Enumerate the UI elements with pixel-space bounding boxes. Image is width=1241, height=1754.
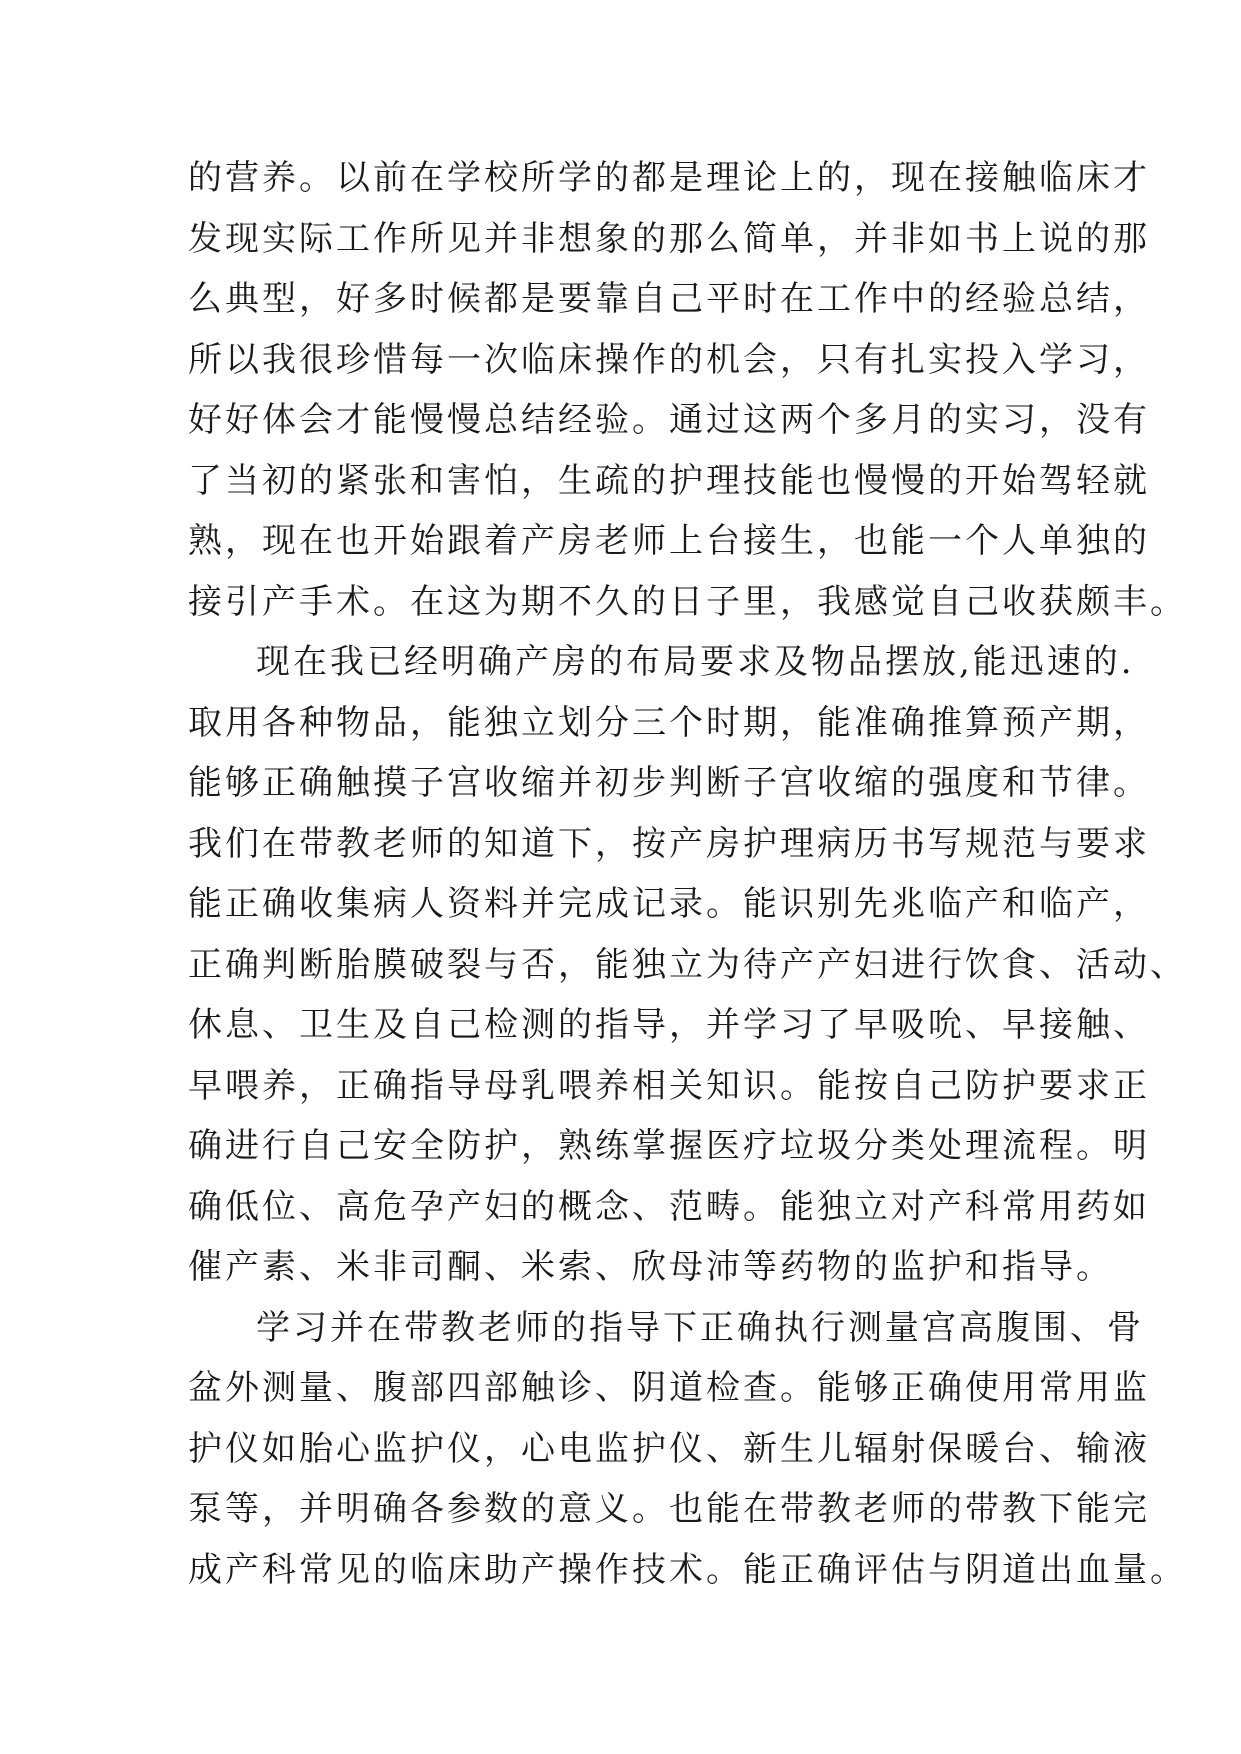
text-line: 发现实际工作所见并非想象的那么简单，并非如书上说的那 — [188, 218, 1150, 259]
text-line: 催产素、米非司酮、米索、欣母沛等药物的监护和指导。 — [188, 1247, 1113, 1287]
text-line: 成产科常见的临床助产操作技术。能正确评估与阴道出血量。 — [188, 1549, 1187, 1590]
text-line: 早喂养，正确指导母乳喂养相关知识。能按自己防护要求正 — [188, 1065, 1150, 1106]
text-line: 我们在带教老师的知道下，按产房护理病历书写规范与要求 — [188, 823, 1150, 864]
paragraph-start-line: 学习并在带教老师的指导下正确执行测量宫高腹围、骨 — [256, 1307, 1144, 1348]
text-line: 取用各种物品，能独立划分三个时期，能准确推算预产期， — [188, 702, 1150, 743]
paragraph-start-line: 现在我已经明确产房的布局要求及物品摆放,能迅速的. — [256, 642, 1135, 682]
text-line: 正确判断胎膜破裂与否，能独立为待产产妇进行饮食、活动、 — [188, 944, 1187, 985]
text-line: 护仪如胎心监护仪，心电监护仪、新生儿辐射保暖台、输液 — [188, 1428, 1150, 1469]
text-line: 了当初的紧张和害怕，生疏的护理技能也慢慢的开始驾轻就 — [188, 460, 1150, 501]
text-line: 确低位、高危孕产妇的概念、范畴。能独立对产科常用药如 — [188, 1186, 1150, 1227]
text-line: 确进行自己安全防护，熟练掌握医疗垃圾分类处理流程。明 — [188, 1126, 1150, 1166]
text-line: 能正确收集病人资料并完成记录。能识别先兆临产和临产， — [188, 884, 1150, 924]
text-line: 所以我很珍惜每一次临床操作的机会，只有扎实投入学习， — [188, 339, 1150, 380]
text-line: 泵等，并明确各参数的意义。也能在带教老师的带教下能完 — [188, 1489, 1150, 1529]
text-line: 么典型，好多时候都是要靠自己平时在工作中的经验总结， — [188, 279, 1150, 319]
document-body — [188, 148, 1187, 1600]
text-line: 休息、卫生及自己检测的指导，并学习了早吸吮、早接触、 — [188, 1005, 1150, 1045]
text-line: 好好体会才能慢慢总结经验。通过这两个多月的实习，没有 — [188, 400, 1150, 440]
text-line: 盆外测量、腹部四部触诊、阴道检查。能够正确使用常用监 — [188, 1368, 1150, 1408]
text-line: 能够正确触摸子宫收缩并初步判断子宫收缩的强度和节律。 — [188, 763, 1150, 803]
text-line: 熟，现在也开始跟着产房老师上台接生，也能一个人单独的 — [188, 521, 1150, 561]
text-line: 的营养。以前在学校所学的都是理论上的，现在接触临床才 — [188, 158, 1150, 198]
text-line: 接引产手术。在这为期不久的日子里，我感觉自己收获颇丰。 — [188, 581, 1187, 622]
